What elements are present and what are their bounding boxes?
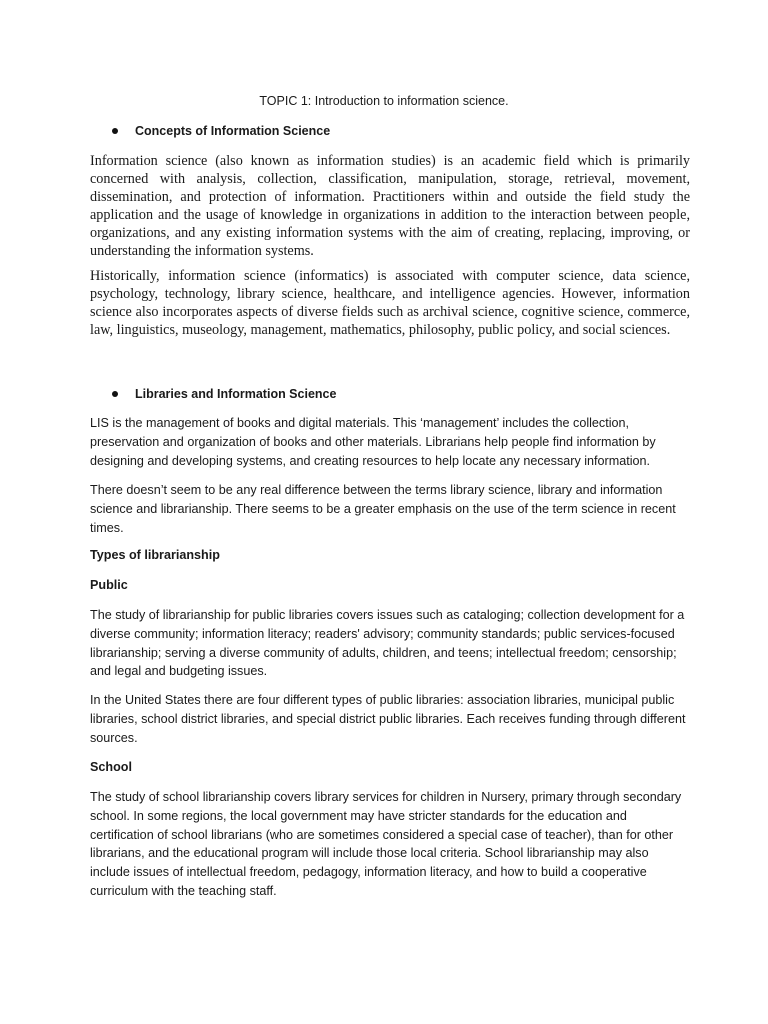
concepts-paragraph-1: Information science (also known as information studies) is an academic field which is primarily concerned with analysis, collection, classification, manipulation, storage, retrieval, movement, dissemination, and protection of information. Practitioners within and outside the field study the application and the usage of knowledge in organizations in addition to the interaction between people, organizations, and any existing information systems with the aim of creating, replacing, improving, or understanding the information systems.: [90, 153, 690, 259]
bullet-dot-icon: [112, 391, 118, 397]
concepts-paragraph-2: Historically, information science (informatics) is associated with computer science, data science, psychology, technology, library science, healthcare, and intelligence agencies. However, information science also incorporates aspects of diverse fields such as archival science, cognitive science, commerce, law, linguistics, museology, management, mathematics, philosophy, public policy, and social sciences.: [90, 268, 690, 338]
school-paragraph-1: The study of school librarianship covers library services for children in Nursery, primary through secondary school. In some regions, the local government may have stricter standards for the education and certification of school librarians (who are sometimes considered a special case of teacher), than for other librarians, and the educational program will include those local criteria. School librarianship may also include issues of intellectual freedom, pedagogy, information literacy, and how to build a cooperative curriculum with the teaching staff.: [90, 790, 682, 898]
bullet-concepts-label: Concepts of Information Science: [135, 124, 331, 138]
types-heading: Types of librarianship: [90, 548, 220, 562]
public-paragraph-2: In the United States there are four different types of public libraries: association libraries, municipal public libraries, school district libraries, and special district public libraries. Each receives funding through different sources.: [90, 693, 686, 745]
bullet-libraries-label: Libraries and Information Science: [135, 387, 337, 401]
libraries-paragraph-2: There doesn’t seem to be any real difference between the terms library science, library and information science and librarianship. There seems to be a greater emphasis on the use of the term science in recent times.: [90, 483, 676, 535]
libraries-paragraph-1: LIS is the management of books and digital materials. This ‘management’ includes the collection, preservation and organization of books and other materials. Librarians help people find information by designing and developing systems, and creating resources to help locate any necessary information.: [90, 416, 656, 468]
public-paragraph-1: The study of librarianship for public libraries covers issues such as cataloging; collection development for a diverse community; information literacy; readers' advisory; community standards; public services-focused librarianship; serving a diverse community of adults, children, and teens; intellectual freedom; censorship; and legal and budgeting issues.: [90, 608, 685, 679]
school-heading: School: [90, 760, 132, 774]
page-title: TOPIC 1: Introduction to information science.: [259, 94, 509, 108]
bullet-dot-icon: [112, 128, 118, 134]
public-heading: Public: [90, 578, 128, 592]
